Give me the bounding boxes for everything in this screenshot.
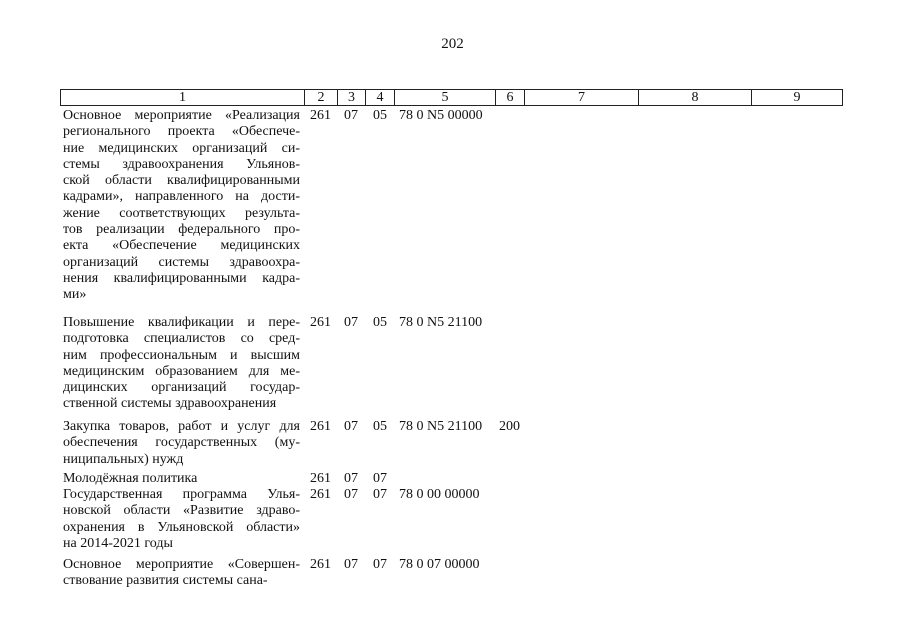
cell-col-5: 78 0 00 00000 [399, 487, 480, 502]
header-col-6: 6 [496, 89, 525, 106]
row-name [63, 471, 300, 487]
row-name-line: нения квалифицированными кадра- [63, 270, 300, 286]
row-name-line: Повышение квалификации и пере- [63, 315, 300, 330]
row-name-line: обеспечения государственных (му- [63, 435, 300, 451]
row-name-line: на 2014-2021 годы [63, 535, 173, 551]
row-name-line: Основное мероприятие «Реализация [63, 108, 300, 123]
cell-col-3: 07 [344, 487, 358, 502]
row-name-line: регионального проекта «Обеспече- [63, 124, 300, 140]
row-name-line: ние медицинских организаций си- [63, 140, 300, 156]
header-col-3: 3 [338, 89, 366, 106]
row-name-line: ской области квалифицированными [63, 173, 300, 189]
cell-col-2: 261 [310, 557, 331, 572]
header-col-9: 9 [752, 89, 843, 106]
row-name-line: ми» [63, 287, 87, 303]
row-name-line: новской области «Развитие здраво- [63, 503, 300, 519]
row-name [63, 315, 300, 413]
row-name-line: Государственная программа Улья- [63, 487, 300, 502]
cell-col-5: 78 0 N5 21100 [399, 419, 483, 434]
row-name-line: ниципальных) нужд [63, 451, 184, 467]
row-name [63, 487, 300, 552]
row-name-line: ним профессиональным и высшим [63, 347, 300, 363]
row-name-line: медицинским образованием для ме- [63, 363, 300, 379]
row-name-line: жение соответствующих результа- [63, 205, 300, 221]
row-name-line: Основное мероприятие «Совершен- [63, 557, 300, 572]
cell-col-5: 78 0 N5 00000 [399, 108, 483, 123]
cell-col-3: 07 [344, 419, 358, 434]
cell-col-4: 07 [373, 471, 387, 486]
header-col-5: 5 [395, 89, 496, 106]
row-name-line: дицинских организаций государ- [63, 380, 300, 396]
row-name-line: охранения в Ульяновской области» [63, 519, 300, 535]
row-name-line: подготовка специалистов со сред- [63, 331, 300, 347]
cell-col-2: 261 [310, 487, 331, 502]
cell-col-5: 78 0 N5 21100 [399, 315, 483, 330]
row-name-line: организаций системы здравоохра- [63, 254, 300, 270]
row-name-line: Молодёжная политика [63, 471, 198, 486]
header-col-4: 4 [366, 89, 395, 106]
cell-col-2: 261 [310, 419, 331, 434]
cell-col-3: 07 [344, 471, 358, 486]
row-name-line: Закупка товаров, работ и услуг для [63, 419, 300, 434]
cell-col-2: 261 [310, 315, 331, 330]
row-name-line: кадрами», направленного на дости- [63, 189, 300, 205]
cell-col-3: 07 [344, 557, 358, 572]
header-col-8: 8 [639, 89, 752, 106]
cell-col-2: 261 [310, 471, 331, 486]
cell-col-3: 07 [344, 108, 358, 123]
cell-col-5: 78 0 07 00000 [399, 557, 480, 572]
row-name-line: екта «Обеспечение медицинских [63, 238, 300, 254]
cell-col-4: 07 [373, 557, 387, 572]
cell-col-6: 200 [499, 419, 520, 434]
row-name-line: ствование развития системы сана- [63, 573, 268, 589]
cell-col-4: 05 [373, 315, 387, 330]
header-col-2: 2 [305, 89, 338, 106]
page-number: 202 [441, 36, 464, 52]
cell-col-4: 05 [373, 419, 387, 434]
header-col-7: 7 [525, 89, 639, 106]
header-col-1: 1 [60, 89, 305, 106]
row-name [63, 557, 300, 590]
row-name [63, 108, 300, 304]
row-name-line: тов реализации федерального про- [63, 222, 300, 238]
row-name [63, 419, 300, 468]
cell-col-4: 07 [373, 487, 387, 502]
row-name-line: стемы здравоохранения Ульянов- [63, 156, 300, 172]
cell-col-3: 07 [344, 315, 358, 330]
cell-col-4: 05 [373, 108, 387, 123]
cell-col-2: 261 [310, 108, 331, 123]
row-name-line: ственной системы здравоохранения [63, 396, 277, 412]
